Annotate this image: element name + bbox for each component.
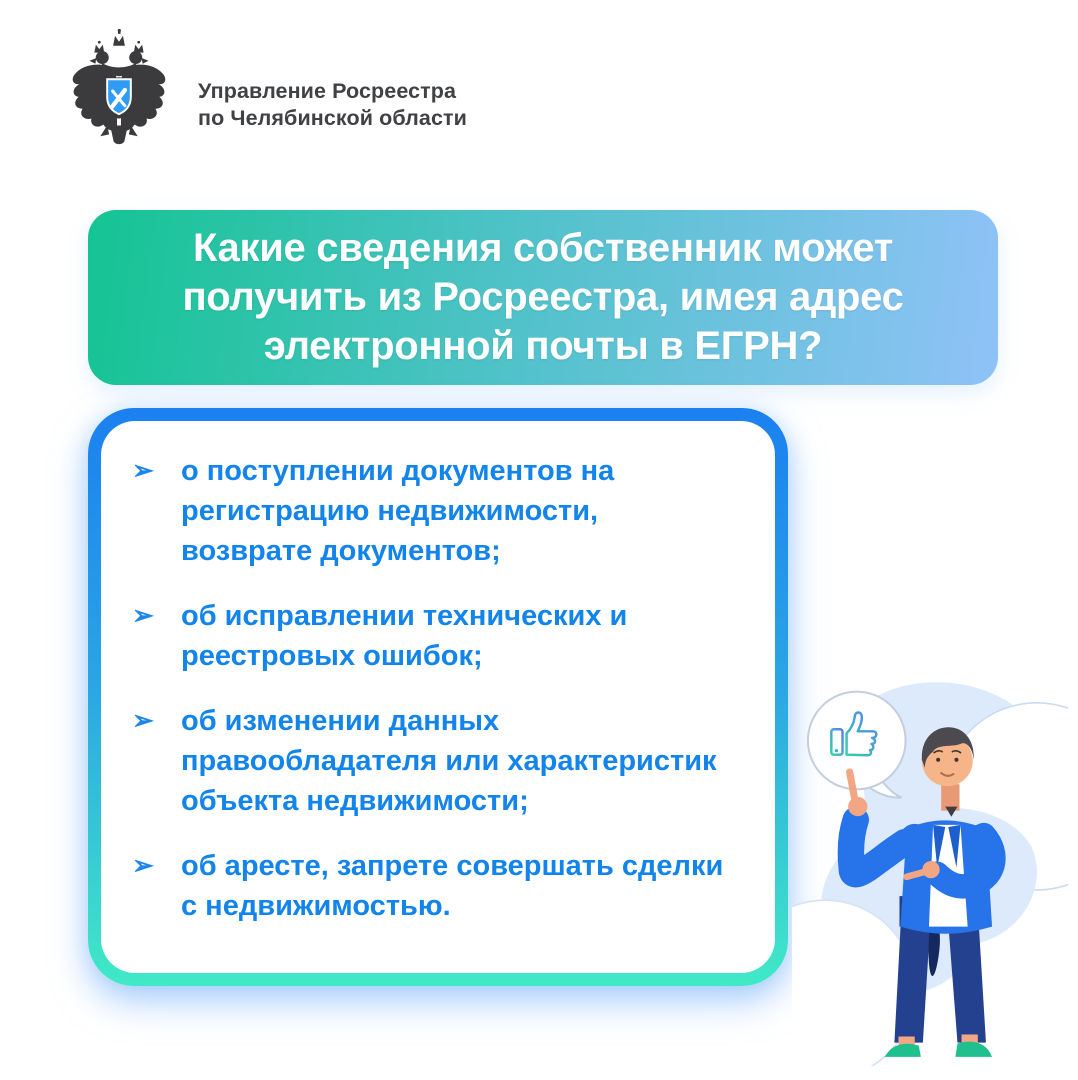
title-line-2: получить из Росреестра, имея адрес: [182, 274, 904, 319]
org-name-line2: по Челябинской области: [198, 106, 467, 130]
person-with-thumbs-up-illustration: [792, 654, 1068, 1066]
list-item-text: об аресте, запрете совершать сделки с недвижимостью.: [181, 850, 724, 923]
list-item-text: об изменении данных правообладателя или характеристик объекта недвижимости;: [181, 705, 717, 818]
list-item-text: об исправлении технических и реестровых ошибок;: [181, 600, 628, 673]
list-item-text: о поступлении документов на регистрацию недвижимости, возврате документов;: [181, 455, 615, 568]
info-card-inner: [101, 421, 775, 973]
arrow-bullet-icon: ➢: [132, 455, 154, 485]
eye: [936, 758, 940, 762]
person-illustration: [792, 654, 1068, 1066]
title-line-1: Какие сведения собственник может: [192, 225, 894, 270]
org-logo: [56, 28, 467, 156]
double-headed-eagle-icon: [56, 28, 182, 156]
title-banner: [88, 210, 998, 385]
shoulder: [899, 824, 930, 855]
list-item: [127, 846, 747, 926]
org-name: [198, 52, 467, 131]
eye: [954, 758, 958, 762]
info-card: [88, 408, 788, 986]
cuff-dot: [835, 749, 838, 752]
list-item: [127, 451, 747, 571]
arrow-bullet-icon: ➢: [132, 705, 154, 736]
title-line-3: электронной почты в ЕГРН?: [263, 324, 823, 369]
arrow-bullet-icon: ➢: [132, 600, 154, 631]
list-item: [127, 596, 747, 676]
org-name-line1: Управление Росреестра: [198, 79, 457, 104]
list-item: [127, 701, 747, 821]
arrow-bullet-icon: ➢: [132, 850, 154, 881]
